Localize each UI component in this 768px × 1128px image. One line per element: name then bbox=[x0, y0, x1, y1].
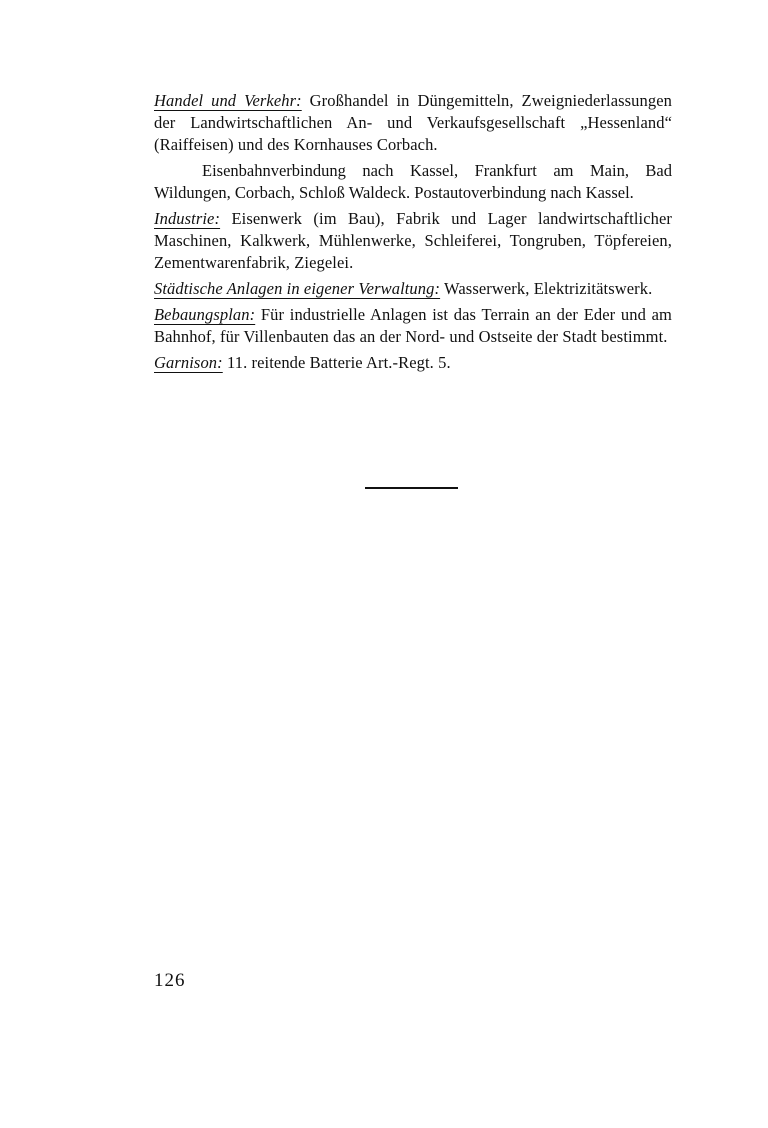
entry-text-staedtische: Wasserwerk, Elektrizitätswerk. bbox=[440, 279, 653, 298]
entry-text-eisenbahn: Eisenbahnverbindung nach Kassel, Frankfurt am Main, Bad Wildungen, Corbach, Schloß Waldeck. Postautoverbindung nach Kassel. bbox=[154, 161, 672, 202]
entry-text-handel: Großhandel in Düngemitteln, Zweigniederlassungen der Landwirtschaftlichen An- und Verkaufsgesellschaft „Hessenland“ (Raiffeisen) und des Kornhauses Corbach. bbox=[154, 91, 673, 154]
page-number: 126 bbox=[154, 970, 186, 991]
entry-handel-und-verkehr bbox=[154, 90, 672, 156]
entry-label-industrie: Industrie: bbox=[154, 209, 221, 228]
entry-paragraph-eisenbahn bbox=[154, 160, 672, 204]
entry-label-handel: Handel und Verkehr: bbox=[154, 91, 302, 110]
entry-bebauungsplan bbox=[154, 304, 672, 348]
entry-industrie bbox=[154, 208, 672, 274]
entry-staedtische-anlagen bbox=[154, 278, 672, 300]
section-divider bbox=[365, 487, 458, 489]
document-body bbox=[154, 90, 672, 378]
entry-label-bebauungsplan: Bebaungsplan: bbox=[154, 305, 256, 324]
entry-text-bebauungsplan: Für industrielle Anlagen ist das Terrain an der Eder und am Bahnhof, für Villenbauten das an der Nord- und Ostseite der Stadt bestimmt. bbox=[154, 305, 672, 346]
entry-text-industrie: Eisenwerk (im Bau), Fabrik und Lager landwirtschaftlicher Maschinen, Kalkwerk, Mühlenwerke, Schleiferei, Tongruben, Töpfereien, Zementwarenfabrik, Ziegelei. bbox=[154, 209, 672, 272]
entry-label-staedtische: Städtische Anlagen in eigener Verwaltung: bbox=[154, 279, 441, 298]
entry-garnison bbox=[154, 352, 672, 374]
entry-text-garnison: 11. reitende Batterie Art.-Regt. 5. bbox=[222, 353, 451, 372]
entry-label-garnison: Garnison: bbox=[154, 353, 223, 372]
